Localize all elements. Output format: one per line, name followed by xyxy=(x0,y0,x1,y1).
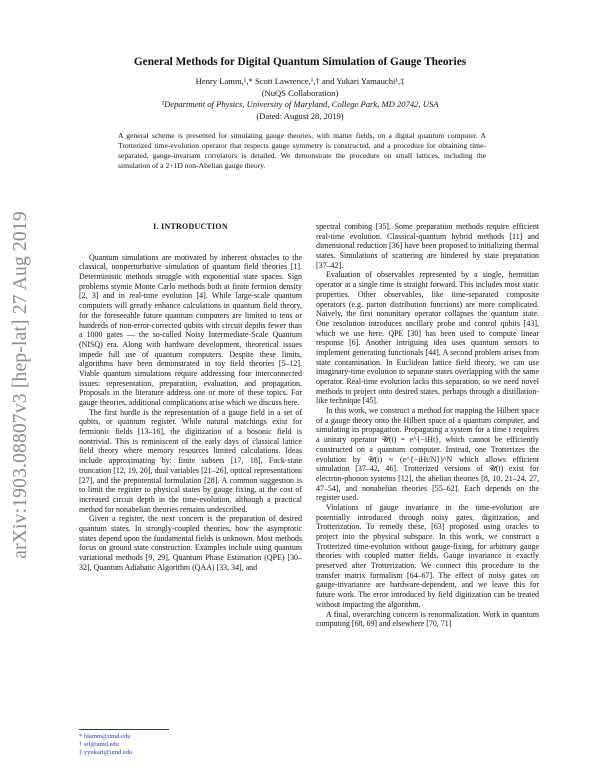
collaboration: (NuQS Collaboration) xyxy=(261,87,339,98)
affiliation: ¹Department of Physics, University of Maryland, College Park, MD 20742, USA xyxy=(161,99,439,109)
paper-title: General Methods for Digital Quantum Simulation of Gauge Theories xyxy=(133,56,467,68)
paragraph: Given a register, the next concern is the preparation of desired quantum states. In strongly-coupled theories, how the asymptotic states depend upon the fundamental fields is unknown. Most methods focus on ground state construction. Examples include using quantum variational methods [9, 29], Quantum Phase Estimation (QPE) [30–32], Quantum Adiabatic Algorithm (QAA) [33, 34], and xyxy=(79,514,302,572)
paragraph: The first hurdle is the representation of a gauge field in a set of qubits, or quantum register. While natural matchings exist for fermionic fields [13–16], the digitization of a bosonic field is nontrivial. This is reminiscent of the early days of classical lattice field theory where memory resources limited calculations. Ideas include approximating by: finite subsets [17, 18], Fock-state truncation [12, 19, 20], dual variables [21–26], optical representations [27], and the prepotential formulation [28]. A common suggestion is to limit the register to physical states by gauge fixing, at the cost of increased circuit depth in the time-evolution, although a practical method for nonabelian theories remains undescribed. xyxy=(79,407,302,514)
right-column xyxy=(316,222,539,629)
left-column xyxy=(79,222,302,572)
paragraph: spectral combing [35]. Some preparation methods require efficient real-time evolution. Classical-quantum hybrid methods [11] and dimensional reduction [36] have been proposed to initializing thermal states. Simulations of scattering are hindered by state preparation [37–42]. xyxy=(316,222,539,270)
paragraph: Quantum simulations are motivated by inherent obstacles to the classical, nonperturbative simulation of quantum field theories [1]. Deterministic methods struggle with exponential state spaces. Sign problems stymie Monte Carlo methods both at finite fermion density [2, 3] and in real-time evolution [4]. While large-scale quantum computers will greatly enhance calculations in quantum field theory, for the foreseeable future quantum computers are limited to tens or hundreds of non-error-corrected qubits with circuit depths fewer than a 1000 gates — the so-called Noisy Intermediate-Scale Quantum (NISQ) era. Along with hardware development, theoretical issues impede full use of quantum computers. Despite these limits, algorithms have been demonstrated in toy field theories [5–12]. Viable quantum simulations require addressing four interconnected issues: representation, preparation, evaluation, and propagation. Proposals in the literature address one or more of these topics. For gauge theories, additional complications arise which we discuss here. xyxy=(79,252,302,407)
paragraph: Evaluation of observables represented by a single, hermitian operator at a single time is straight forward. This includes most static properties. Other observables, like time-separated composite operators (e.g. parton distribution functions) are more complicated. Naively, the first nonunitary operator collapses the quantum state. One resolution introduces ancillary probe and control qubits [43], which we use here. QPE [30] has been used to compute linear response [6]. Another intriguing idea uses quantum sensors to implement generating functionals [44]. A second problem arises from state contamination. In Euclidean lattice field theory, we can use imaginary-time evolution to separate states overlapping with the same operator. Real-time evolution lacks this separation, so we need novel methods to project onto desired states, perhaps through a distillation-like technique [45]. xyxy=(316,270,539,406)
footnote-email-link[interactable]: ‡ yyukari@umd.edu xyxy=(79,749,133,756)
section-heading: I. INTRODUCTION xyxy=(153,222,228,231)
paper-header xyxy=(60,56,540,122)
footnote-email-link[interactable]: † srl@umd.edu xyxy=(79,741,119,748)
paragraph: In this work, we construct a method for mapping the Hilbert space of a gauge theory onto the Hilbert space of a quantum computer, and simulating its propagation. Propagating a system for a time t requires a unitary operator 𝒰(t) = e^{−iHt}, which cannot be efficiently constructed on a quantum computer. Instead, one Trotterizes the evolution by 𝒰(t) ≈ (e^{−iHt/N})^N which allows efficient simulation [37–42, 46]. Trotterized versions of 𝒰(t) exist for electron-phonon systems [12], the abelian theories [8, 10, 21–24, 27, 47–54], and nonabelian theories [55–62]. Each depends on the register used. xyxy=(316,406,539,503)
paragraph: Violations of gauge invariance in the time-evolution are potentially introduced through noisy gates, digitization, and Trotterization. To remedy these, [63] proposed using oracles to project into the physical subspace. In this work, we construct a Trotterized time-evolution without gauge-fixing, for arbitrary gauge theories with coupled matter fields. Gauge invariance is exactly preserved after Trotterization. We connect this procedure to the transfer matrix formalism [64–67]. The effect of noisy gates on gauge-invariance are hardware-dependent, and we leave this for future work. The error introduced by field digitization can be treated without impacting the algorithm. xyxy=(316,502,539,609)
author-list: Henry Lamm,¹,* Scott Lawrence,¹,† and Yukari Yamauchi¹,‡ xyxy=(195,76,405,86)
date-line: (Dated: August 28, 2019) xyxy=(256,110,344,121)
footnotes xyxy=(79,729,302,757)
footnote-email-link[interactable]: * hlamm@umd.edu xyxy=(79,733,131,740)
arxiv-watermark xyxy=(8,205,34,565)
footnote-divider xyxy=(79,729,169,730)
arxiv-id: arXiv:1903.08807v3 [hep-lat] 27 Aug 2019 xyxy=(10,211,31,559)
abstract: A general scheme is presented for simulating gauge theories, with matter fields, on a digital quantum computer. A Trotterized time-evolution operator that respects gauge symmetry is constructed, and a procedure for obtaining time-separated, gauge-invariant correlators is detailed. We demonstrate the procedure on small lattices, including the simulation of a 2+1D non-Abelian gauge theory. xyxy=(118,131,486,170)
paragraph: A final, overarching concern is renormalization. Work in quantum computing [68, 69] and elsewhere [70, 71] xyxy=(316,609,539,629)
